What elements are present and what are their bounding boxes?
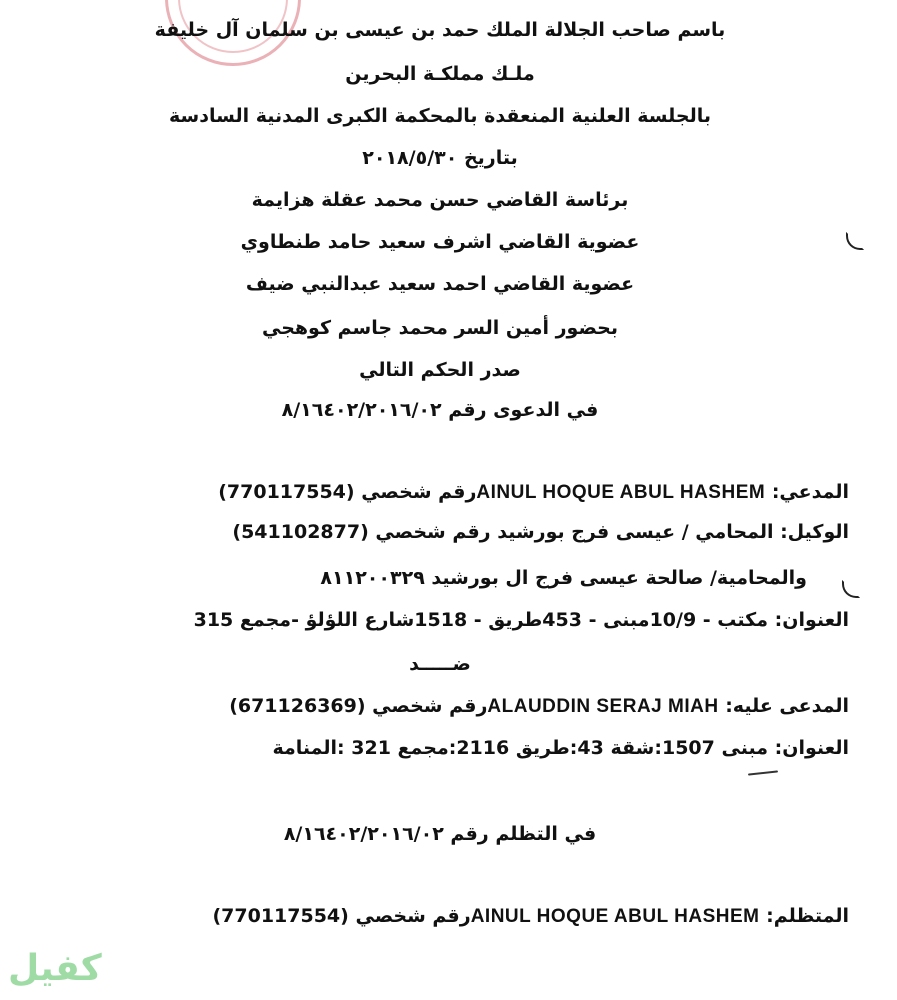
header-line-2: ملـك مملكـة البحرين — [345, 63, 535, 85]
defendant-name: ALAUDDIN SERAJ MIAH — [487, 696, 719, 717]
grievant-id-label: رقم شخصي — [355, 905, 471, 927]
grievant-id: (770117554) — [212, 905, 349, 927]
agent-line-1: الوكيل: المحامي / عيسى فرج بورشيد رقم شخصي — [375, 521, 849, 543]
defendant-address-row — [272, 736, 849, 760]
header-secretary: بحضور أمين السر محمد جاسم كوهجي — [261, 317, 619, 339]
defendant-id-label: رقم شخصي — [372, 695, 488, 717]
header-member-1: عضوية القاضي اشرف سعيد حامد طنطاوي — [240, 231, 640, 253]
header-date: بتاريخ ٢٠١٨/٥/٣٠ — [362, 147, 518, 169]
plaintiff-name: AINUL HOQUE ABUL HASHEM — [476, 482, 766, 503]
underline-mark — [748, 770, 778, 775]
agent-row-1 — [232, 520, 849, 544]
defendant-id: (671126369) — [229, 695, 366, 717]
agent-row-2 — [320, 566, 807, 590]
grievant-row — [212, 904, 849, 929]
defendant-address: مبنى 1507:شقة 43:طريق 2116:مجمع 321 :المنامة — [272, 737, 768, 759]
grievant-label: المتظلم: — [766, 905, 849, 927]
watermark-logo: كفيل — [8, 948, 102, 989]
header-judgment: صدر الحكم التالي — [359, 359, 521, 381]
header-member-2: عضوية القاضي احمد سعيد عبدالنبي ضيف — [245, 273, 635, 295]
header-line-1: باسم صاحب الجلالة الملك حمد بن عيسى بن سلمان آل خليفة — [154, 19, 726, 41]
agent-id-1: (541102877) — [232, 521, 369, 543]
case-number: في الدعوى رقم ٨/١٦٤٠٢/٢٠١٦/٠٢ — [281, 399, 599, 421]
header-line-3: بالجلسة العلنية المنعقدة بالمحكمة الكبرى المدنية السادسة — [169, 105, 711, 127]
versus-label: ضـــــد — [409, 653, 471, 675]
agent-id-2: ٨١١٢٠٠٣٢٩ — [320, 567, 425, 589]
plaintiff-row — [218, 480, 849, 505]
address-label: العنوان: — [774, 737, 849, 759]
address-label: العنوان: — [774, 609, 849, 631]
margin-mark-icon — [842, 580, 860, 598]
defendant-label: المدعى عليه: — [725, 695, 849, 717]
plaintiff-id: (770117554) — [218, 481, 355, 503]
defendant-row — [229, 694, 849, 719]
plaintiff-id-label: رقم شخصي — [361, 481, 477, 503]
margin-mark-icon — [846, 232, 864, 250]
agent-line-2: والمحامية/ صالحة عيسى فرج ال بورشيد — [431, 567, 807, 589]
plaintiff-address-row — [194, 608, 849, 632]
plaintiff-address: مكتب - 10/9مبنى - 453طريق - 1518شارع اللؤلؤ -مجمع 315 — [193, 609, 768, 631]
grievant-name: AINUL HOQUE ABUL HASHEM — [470, 906, 760, 927]
header-president: برئاسة القاضي حسن محمد عقلة هزايمة — [251, 189, 629, 211]
grievance-number: في التظلم رقم ٨/١٦٤٠٢/٢٠١٦/٠٢ — [283, 823, 597, 845]
plaintiff-label: المدعي: — [771, 481, 849, 503]
